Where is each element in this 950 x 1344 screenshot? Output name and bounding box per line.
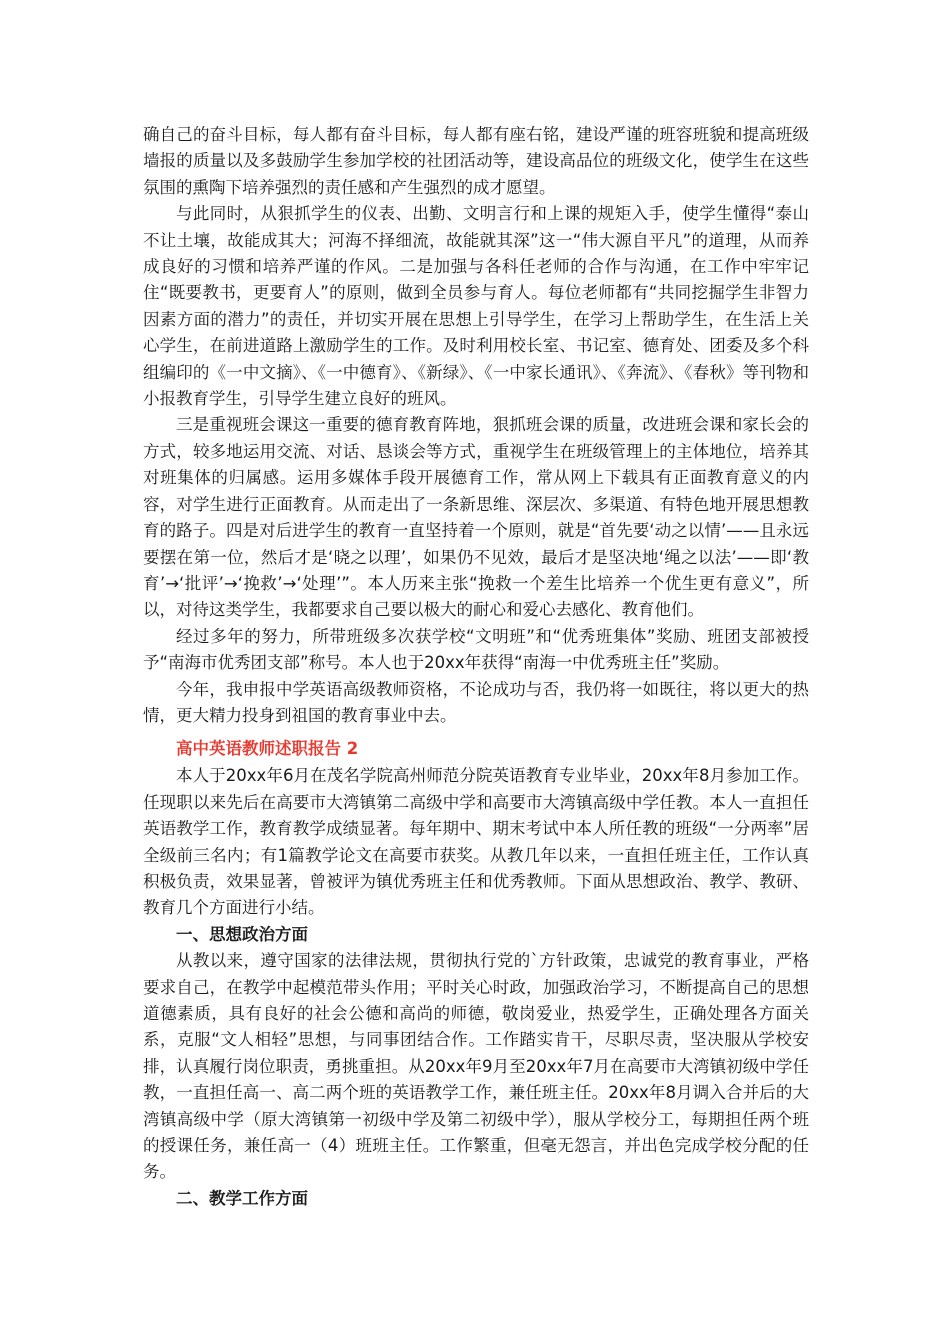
paragraph-continuation: 确自己的奋斗目标，每人都有奋斗目标，每人都有座右铭，建设严谨的班容班貌和提高班级墙报的质量以及多鼓励学生参加学校的社团活动等，建设高品位的班级文化，使学生在这些氛围的熏陶下培养强烈的责任感和产生强烈的成才愿望。 xyxy=(143,125,809,197)
paragraph-class-meeting: 三是重视班会课这一重要的德育教育阵地，狠抓班会课的质量，改进班会课和家长会的方式，较多地运用交流、对话、恳谈会等方式，重视学生在班级管理上的主体地位，培养其对班集体的归属感。运用多媒体手段开展德育工作，常从网上下载具有正面教育意义的内容，对学生进行正面教育。从而走出了一条新思维、深层次、多渠道、有特色地开展思想教育的路子。四是对后进学生的教育一直坚持着一个原则，就是“首先要‘动之以情’——且永远要摆在第一位，然后才是‘晓之以理’，如果仍不见效，最后才是坚决地‘绳之以法’——即‘教育’→‘批评’→‘挽救’→‘处理’”。本人历来主张“挽救一个差生比培养一个优生更有意义”，所以，对待这类学生，我都要求自己要以极大的耐心和爱心去感化、教育他们。 xyxy=(143,415,809,620)
section1-title: 一、思想政治方面 xyxy=(176,924,308,944)
section2-title: 二、教学工作方面 xyxy=(176,1188,308,1208)
section1-body: 从教以来，遵守国家的法律法规，贯彻执行党的`方针政策，忠诚党的教育事业，严格要求自己，在教学中起模范带头作用；平时关心时政，加强政治学习，不断提高自己的思想道德素质，具有良好的社会公德和高尚的师德，敬岗爱业，热爱学生，正确处理各方面关系，克服“文人相轻”思想，与同事团结合作。工作踏实肯干，尽职尽责，坚决服从学校安排，认真履行岗位职责，勇挑重担。从20xx年9月至20xx年7月在高要市大湾镇初级中学任教，一直担任高一、高二两个班的英语教学工作，兼任班主任。20xx年8月调入合并后的大湾镇高级中学（原大湾镇第一初级中学及第二初级中学），服从学校分工，每期担任两个班的授课任务，兼任高一（4）班班主任。工作繁重，但毫无怨言，并出色完成学校分配的任务。 xyxy=(143,951,809,1182)
report2-title: 高中英语教师述职报告 2 xyxy=(176,739,359,759)
document-body xyxy=(143,122,809,1212)
paragraph-application: 今年，我申报中学英语高级教师资格，不论成功与否，我仍将一如既往，将以更大的热情，更大精力投身到祖国的教育事业中去。 xyxy=(143,679,809,725)
paragraph-class-discipline: 与此同时，从狠抓学生的仪表、出勤、文明言行和上课的规矩入手，使学生懂得“泰山不让土壤，故能成其大；河海不择细流，故能就其深”这一“伟大源自平凡”的道理，从而养成良好的习惯和培养严谨的作风。二是加强与各科任老师的合作与沟通，在工作中牢牢记住“既要教书，更要育人”的原则，做到全员参与育人。每位老师都有“共同挖掘学生非智力因素方面的潜力”的责任，并切实开展在思想上引导学生，在学习上帮助学生，在生活上关心学生，在前进道路上激励学生的工作。及时利用校长室、书记室、德育处、团委及多个科组编印的《一中文摘》、《一中德育》、《新绿》、《一中家长通讯》、《奔流》、《春秋》等刊物和小报教育学生，引导学生建立良好的班风。 xyxy=(143,204,809,409)
paragraph-awards: 经过多年的努力，所带班级多次获学校“文明班”和“优秀班集体”奖励、班团支部被授予“南海市优秀团支部”称号。本人也于20xx年获得“南海一中优秀班主任”奖励。 xyxy=(143,626,809,673)
report2-intro: 本人于20xx年6月在茂名学院高州师范分院英语教育专业毕业，20xx年8月参加工作。任现职以来先后在高要市大湾镇第二高级中学和高要市大湾镇高级中学任教。本人一直担任英语教学工作，教育教学成绩显著。每年期中、期末考试中本人所任教的班级“一分两率”居全级前三名内；有1篇教学论文在高要市获奖。从教几年以来，一直担任班主任，工作认真积极负责，效果显著，曾被评为镇优秀班主任和优秀教师。下面从思想政治、教学、教研、教育几个方面进行小结。 xyxy=(143,766,809,918)
